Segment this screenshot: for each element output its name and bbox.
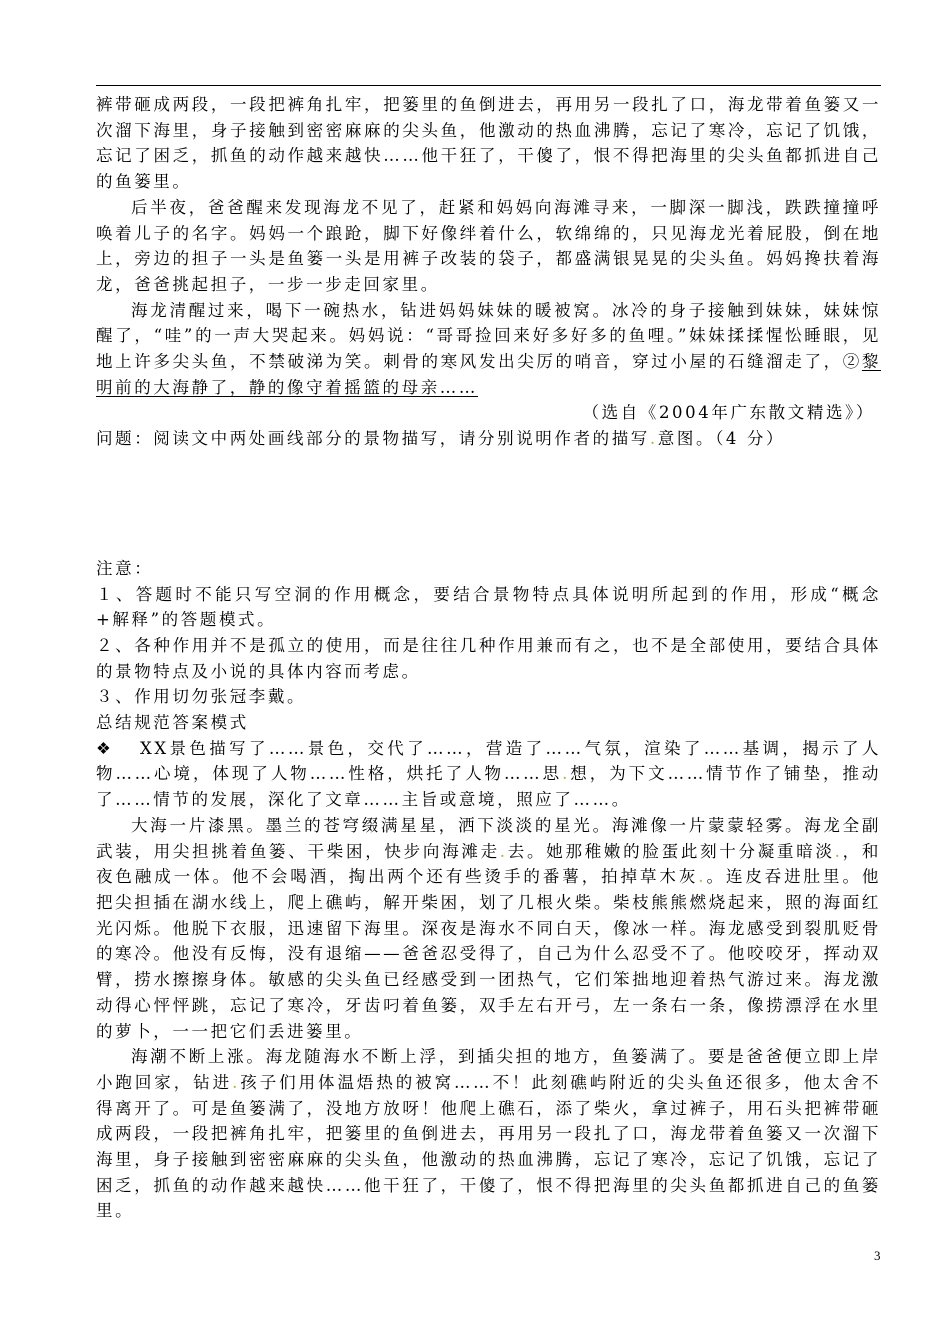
notes-heading: 注意：: [96, 558, 154, 578]
paragraph-text: 大海一片漆黑。墨兰的苍穹缀满星星，洒下淡淡的星光。海滩像一片蒙蒙轻雾。海龙全副武装，用尖担挑着鱼篓、干柴困，快步向海滩走: [96, 815, 881, 861]
paragraph: [96, 298, 881, 401]
question-text: 问题：阅读文中两处画线部分的景物描写，请分别说明作者的描写: [96, 429, 650, 449]
header-rule: [96, 85, 881, 86]
paragraph-text: 海龙清醒过来，喝下一碗热水，钻进妈妈妹妹的暖被窝。冰冷的身子接触到妹妹，妹妹惊醒了，“哇”的一声大哭起来。妈妈说：“哥哥捡回来好多好多的鱼哩。”妹妹揉揉惺忪睡眼，见地上许多尖头鱼，不禁破涕为笑。刺骨的寒风发出尖厉的哨音，穿过小屋的石缝溜走了，②: [96, 300, 881, 372]
paragraph: [96, 813, 881, 1044]
paragraph: 裤带砸成两段，一段把裤角扎牢，把篓里的鱼倒进去，再用另一段扎了口，海龙带着鱼篓又一次溜下海里，身子接触到密密麻麻的尖头鱼，他激动的热血沸腾，忘记了寒冷，忘记了饥饿，忘记了困乏，抓鱼的动作越来越快……他干狂了，干傻了，恨不得把海里的尖头鱼都抓进自己的鱼篓里。: [96, 95, 881, 192]
source-citation: （选自《2004年广东散文精选》）: [582, 403, 875, 423]
template-text: XX景色描写了……景色，交代了……，营造了……气氛，渲染了……基调，揭示了人物……心境，体现了人物……性格，烘托了人物……思: [96, 738, 881, 784]
question-text-end: 意图。（4 分）: [657, 429, 786, 449]
question-mark-dot: .: [649, 429, 658, 449]
mark-dot: .: [834, 841, 843, 861]
note-item: ３、作用切勿张冠李戴。: [96, 687, 307, 707]
answer-space: [96, 452, 881, 556]
mark-dot: .: [499, 841, 508, 861]
page-body: [96, 92, 881, 1224]
summary-heading: 总结规范答案模式: [96, 713, 249, 733]
page-number: 3: [874, 1248, 881, 1263]
paragraph-text: 孩子们用体温焐热的被窝……不！此刻礁屿附近的尖头鱼还很多，他太舍不得离开了。可是鱼篓满了，没地方放呀！他爬上礁石，添了柴火，拿过裤子，用石头把裤带砸成两段，一段把裤角扎牢，把篓里的鱼倒进去，再用另一段扎了口，海龙带着鱼篓又一次溜下海里，身子接触到密密麻麻的尖头鱼，他激动的热血沸腾，忘记了寒冷，忘记了饥饿，忘记了困乏，抓鱼的动作越来越快……他干狂了，干傻了，恨不得把海里的尖头鱼都抓进自己的鱼篓里。: [96, 1072, 881, 1221]
diamond-bullet-icon: ❖: [96, 738, 114, 758]
mark-dot: .: [698, 867, 707, 887]
paragraph-text: 海潮不断上涨。海龙随海水不断上浮，到插尖担的地方，鱼篓满了。要是爸爸便立即上岸小跑回家，钻进: [96, 1047, 881, 1092]
mark-dot: .: [232, 1072, 240, 1092]
paragraph-text: 。连皮吞进肚里。他把尖担插在湖水线上，爬上礁屿，解开柴困，划了几根火柴。柴枝熊熊燃烧起来，照的海面红光闪烁。他脱下衣服，迅速留下海里。深夜是海水不同白天，像冰一样。海龙感受到裂肌贬骨的寒冷。他没有反悔，没有退缩——爸爸忍受得了，自己为什么忍受不了。他咬咬牙，挥动双臂，捞水擦擦身体。敏感的尖头鱼已经感受到一团热气，它们笨拙地迎着热气游过来。海龙激动得心怦怦跳，忘记了寒冷，牙齿叼着鱼篓，双手左右开弓，左一条右一条，像捞漂浮在水里的萝卜，一一把它们丢进篓里。: [96, 867, 881, 1041]
template-mark-dot: .: [562, 764, 570, 784]
paragraph: 后半夜，爸爸醒来发现海龙不见了，赶紧和妈妈向海滩寻来，一脚深一脚浅，跌跌撞撞呼唤着儿子的名字。妈妈一个踉跄，脚下好像绊着什么，软绵绵的，只见海龙光着屁股，倒在地上，旁边的担子一头是鱼篓一头是用裤子改装的袋子，都盛满银晃晃的尖头鱼。妈妈搀扶着海龙，爸爸挑起担子，一步一步走回家里。: [96, 197, 881, 294]
paragraph-text: 去。她那稚嫩的脸蛋此刻十分凝重暗淡: [507, 841, 835, 861]
paragraph-text: ，和夜色融成一体。他不会喝酒，掏出两个还有些烫手的番薯，拍掉草木灰: [96, 841, 881, 887]
underlined-passage: 黎明前的大海静了，静的像守着摇篮的母亲……: [96, 352, 881, 397]
answer-template: [96, 736, 881, 813]
question: [96, 426, 881, 452]
note-item: ２、各种作用并不是孤立的使用，而是往往几种作用兼而有之，也不是全部使用，要结合具体的景物特点及小说的具体内容而考虑。: [96, 635, 881, 681]
template-text-end: 想，为下文……情节作了铺垫，推动了……情节的发展，深化了文章……主旨或意境，照应了……。: [96, 764, 881, 810]
note-item: １、答题时不能只写空洞的作用概念，要结合景物特点具体说明所起到的作用，形成“概念+解释”的答题模式。: [96, 584, 881, 630]
paragraph: [96, 1044, 881, 1224]
